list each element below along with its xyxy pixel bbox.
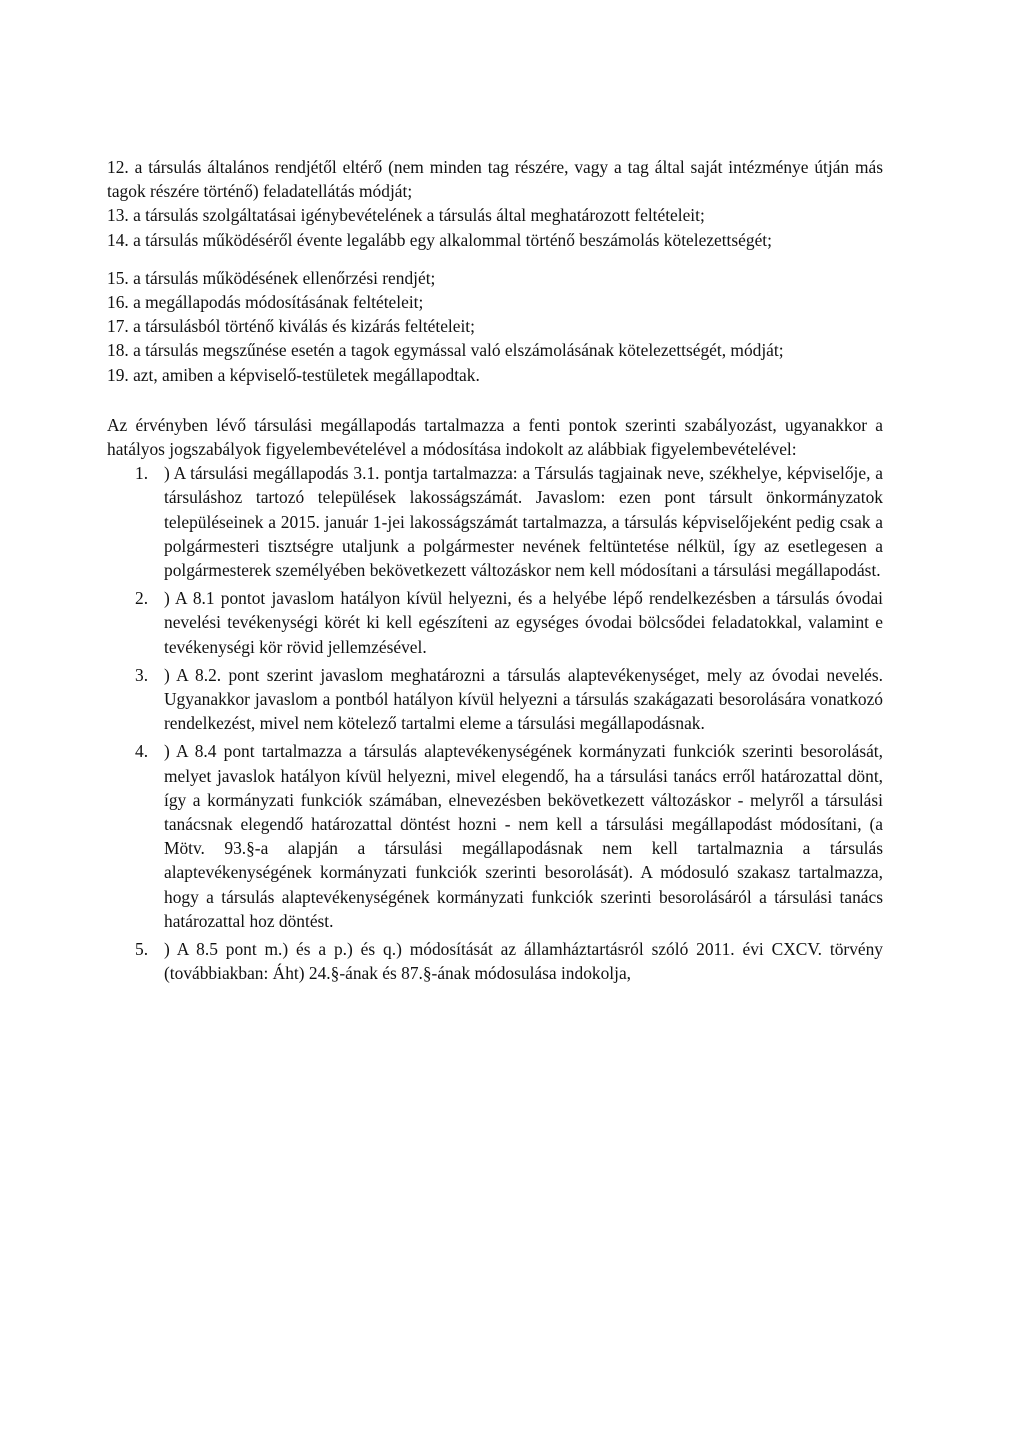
proposal-item	[107, 739, 883, 933]
proposal-list	[107, 461, 883, 985]
proposal-text: ) A 8.5 pont m.) és a p.) és q.) módosítását az államháztartásról szóló 2011. évi CXCV. törvény (továbbiakban: Áht) 24.§-ának és 87.§-ának módosulása indokolja,	[164, 939, 883, 984]
proposal-number: 5.	[135, 939, 149, 960]
clause-19: 19. azt, amiben a képviselő-testületek megállapodtak.	[107, 364, 480, 385]
proposal-item	[107, 461, 883, 582]
numbered-clause-list	[107, 155, 883, 387]
clause-13: 13. a társulás szolgáltatásai igénybevételének a társulás által meghatározott feltételeit;	[107, 205, 705, 226]
clause-12: 12. a társulás általános rendjétől eltérő (nem minden tag részére, vagy a tag által saját intézménye útján más tagok részére történő) feladatellátás módját;	[107, 157, 883, 202]
intro-paragraph: Az érvényben lévő társulási megállapodás tartalmazza a fenti pontok szerinti szabályozást, ugyanakkor a hatályos jogszabályok figyelembevételével a módosítása indokolt az alábbiak figyelembevételével:	[107, 414, 883, 460]
proposal-text: ) A 8.1 pontot javaslom hatályon kívül helyezni, és a helyébe lépő rendelkezésben a társulás óvodai nevelési tevékenységi körét ki kell egészíteni az egységes óvodai bölcsődei feladatokkal, valamint e tevékenységi kör rövid jellemzésével.	[164, 588, 883, 657]
proposal-text: ) A társulási megállapodás 3.1. pontja tartalmazza: a Társulás tagjainak neve, székhelye, képviselője, a társuláshoz tartozó települések lakosságszámát. Javaslom: ezen pont társult önkormányzatok településeinek a 2015. január 1-jei lakosságszámát tartalmazza, a társulás képviselőjeként pedig csak a polgármesteri tisztségre utaljunk a polgármester nevének feltüntetése nélkül, így az esetlegesen a polgármesterek személyében bekövetkezett változáskor nem kell módosítani a társulási megállapodást.	[164, 463, 883, 581]
clause-17: 17. a társulásból történő kiválás és kizárás feltételeit;	[107, 316, 475, 337]
clause-15: 15. a társulás működésének ellenőrzési rendjét;	[107, 267, 436, 288]
document-page	[107, 155, 883, 986]
proposal-number: 3.	[135, 664, 149, 685]
proposal-number: 2.	[135, 588, 149, 609]
proposal-text: ) A 8.2. pont szerint javaslom meghatározni a társulás alaptevékenységet, mely az óvodai nevelés. Ugyanakkor javaslom a pontból hatályon kívül helyezni a társulás szakágazati besorolására vonatkozó rendelkezést, mivel nem kötelező tartalmi eleme a társulási megállapodásnak.	[164, 664, 883, 734]
proposal-item	[107, 586, 883, 659]
proposal-number: 1.	[135, 463, 149, 484]
proposal-item	[107, 663, 883, 736]
clause-18: 18. a társulás megszűnése esetén a tagok egymással való elszámolásának kötelezettségét, módját;	[107, 340, 784, 361]
proposal-text: ) A 8.4 pont tartalmazza a társulás alaptevékenységének kormányzati funkciók szerinti besorolását, melyet javaslok hatályon kívül helyezni, mivel elegendő, ha a társulási tanács erről határozattal dönt, így a kormányzati funkciók számában, elnevezésben bekövetkezett változáskor - melyről a társulási tanácsnak elegendő határozattal döntést hozni - nem kell a társulási megállapodást módosítani, (a Mötv. 93.§-a alapján a társulási megállapodásnak nem kell tartalmaznia a társulás alaptevékenységének kormányzati funkciók szerinti besorolását). A módosuló szakasz tartalmazza, hogy a társulás alaptevékenységének kormányzati funkciók szerinti besorolásáról a társulási tanács határozattal hoz döntést.	[164, 741, 883, 931]
clause-16: 16. a megállapodás módosításának feltételeit;	[107, 292, 424, 313]
proposal-item	[107, 937, 883, 985]
proposal-number: 4.	[135, 741, 149, 762]
clause-14: 14. a társulás működéséről évente legalább egy alkalommal történő beszámolás kötelezettségét;	[107, 229, 772, 250]
